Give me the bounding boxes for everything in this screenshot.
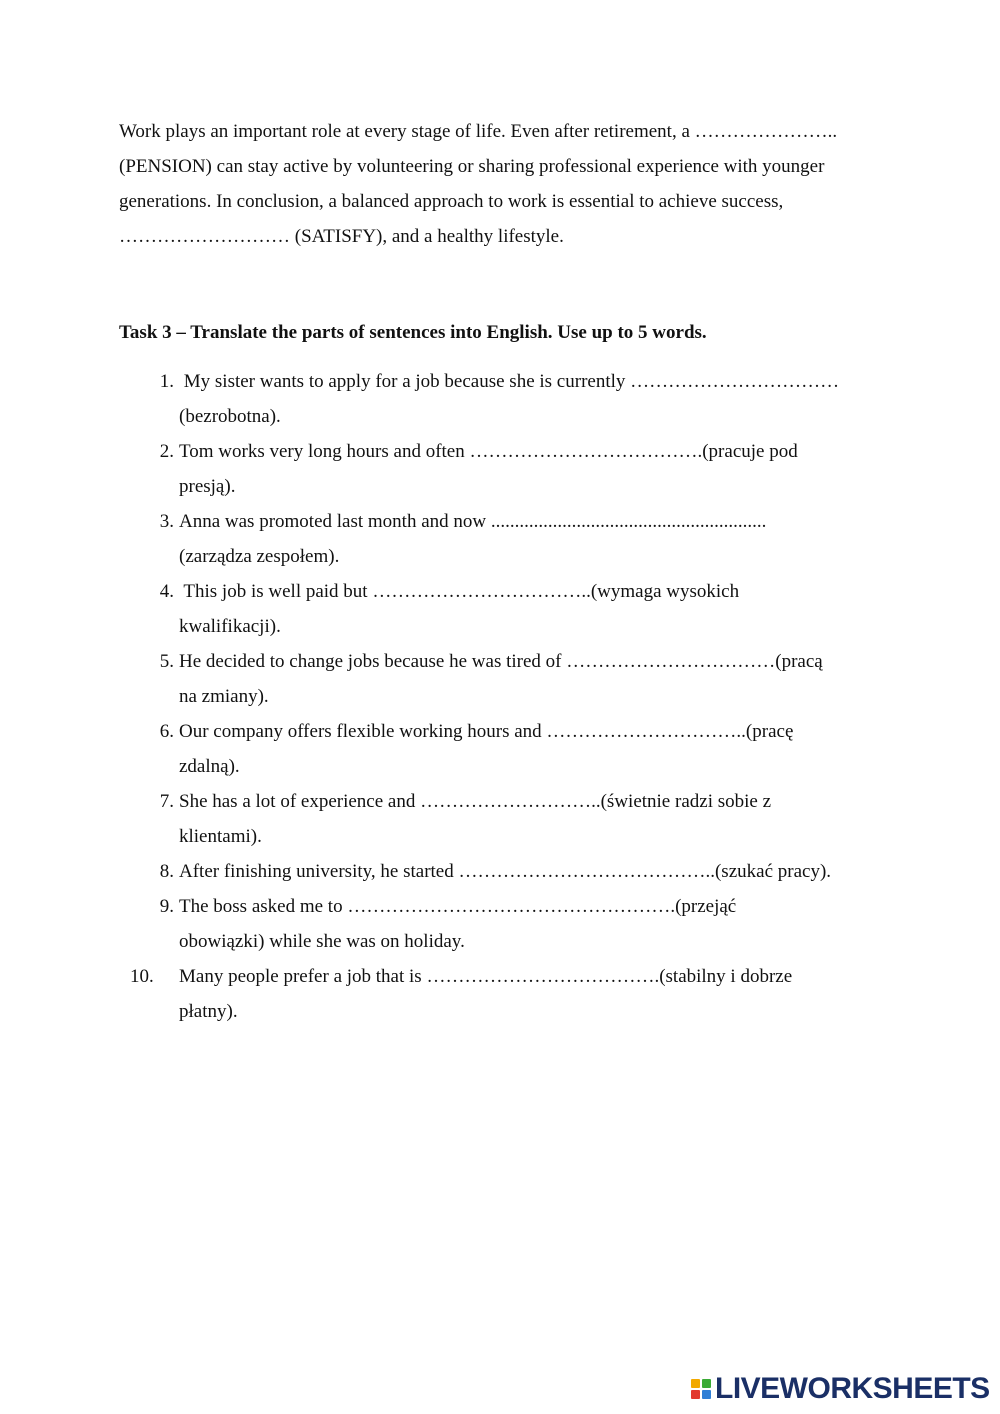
task-item-5 (140, 644, 900, 714)
item-line: Many people prefer a job that is ……………………………….(stabilny i dobrze (179, 966, 793, 987)
item-number: 8. (159, 861, 174, 882)
task-3-heading: Task 3 – Translate the parts of sentences into English. Use up to 5 words. (119, 322, 707, 343)
item-line: obowiązki) while she was on holiday. (179, 931, 465, 952)
task-item-8 (140, 854, 900, 889)
item-number: 3. (159, 511, 174, 532)
logo-text: LIVEWORKSHEETS (715, 1372, 990, 1405)
item-line: presją). (179, 476, 236, 497)
item-line: kwalifikacji). (179, 616, 281, 637)
item-line: The boss asked me to …………………………………………….(przejąć (179, 896, 737, 917)
item-line: Anna was promoted last month and now .......................................................... (179, 511, 767, 532)
paragraph-line: ……………………… (SATISFY), and a healthy lifestyle. (119, 226, 564, 247)
intro-paragraph (119, 114, 889, 254)
item-line: płatny). (179, 1001, 238, 1022)
item-line: This job is well paid but ……………………………..(wymaga wysokich (179, 581, 740, 602)
task-item-2 (140, 434, 900, 504)
liveworksheets-logo (691, 1372, 990, 1406)
item-line: Our company offers flexible working hours and …………………………..(pracę (179, 721, 794, 742)
paragraph-line: (PENSION) can stay active by volunteering or sharing professional experience with younger (119, 156, 825, 177)
item-line: He decided to change jobs because he was tired of ……………………………(pracą (179, 651, 823, 672)
item-number: 10. (130, 966, 154, 987)
item-line: zdalną). (179, 756, 240, 777)
logo-square (702, 1390, 711, 1399)
task-item-7 (140, 784, 900, 854)
item-line: After finishing university, he started …………………………………..(szukać pracy). (179, 861, 832, 882)
item-number: 9. (159, 896, 174, 917)
task-item-4 (140, 574, 900, 644)
item-number: 7. (159, 791, 174, 812)
item-number: 5. (159, 651, 174, 672)
item-line: Tom works very long hours and often ……………………………….(pracuje pod (179, 441, 798, 462)
task-item-10 (130, 959, 900, 1029)
item-line: (zarządza zespołem). (179, 546, 340, 567)
item-line: She has a lot of experience and ………………………..(świetnie radzi sobie z (179, 791, 772, 812)
task-item-6 (140, 714, 900, 784)
task-3-list (130, 364, 900, 1029)
paragraph-line: generations. In conclusion, a balanced approach to work is essential to achieve success, (119, 191, 784, 212)
item-number: 1. (159, 371, 174, 392)
item-line: na zmiany). (179, 686, 269, 707)
item-number: 2. (159, 441, 174, 462)
item-number: 6. (159, 721, 174, 742)
logo-squares-icon (691, 1379, 711, 1399)
task-item-1 (140, 364, 900, 434)
task-item-9 (140, 889, 900, 959)
item-number: 4. (159, 581, 174, 602)
logo-square (702, 1379, 711, 1388)
item-line: My sister wants to apply for a job because she is currently …………………………… (179, 371, 840, 392)
task-item-3 (140, 504, 900, 574)
item-line: klientami). (179, 826, 262, 847)
paragraph-line: Work plays an important role at every stage of life. Even after retirement, a ………………….. (119, 121, 838, 142)
logo-square (691, 1379, 700, 1388)
logo-square (691, 1390, 700, 1399)
item-line: (bezrobotna). (179, 406, 281, 427)
